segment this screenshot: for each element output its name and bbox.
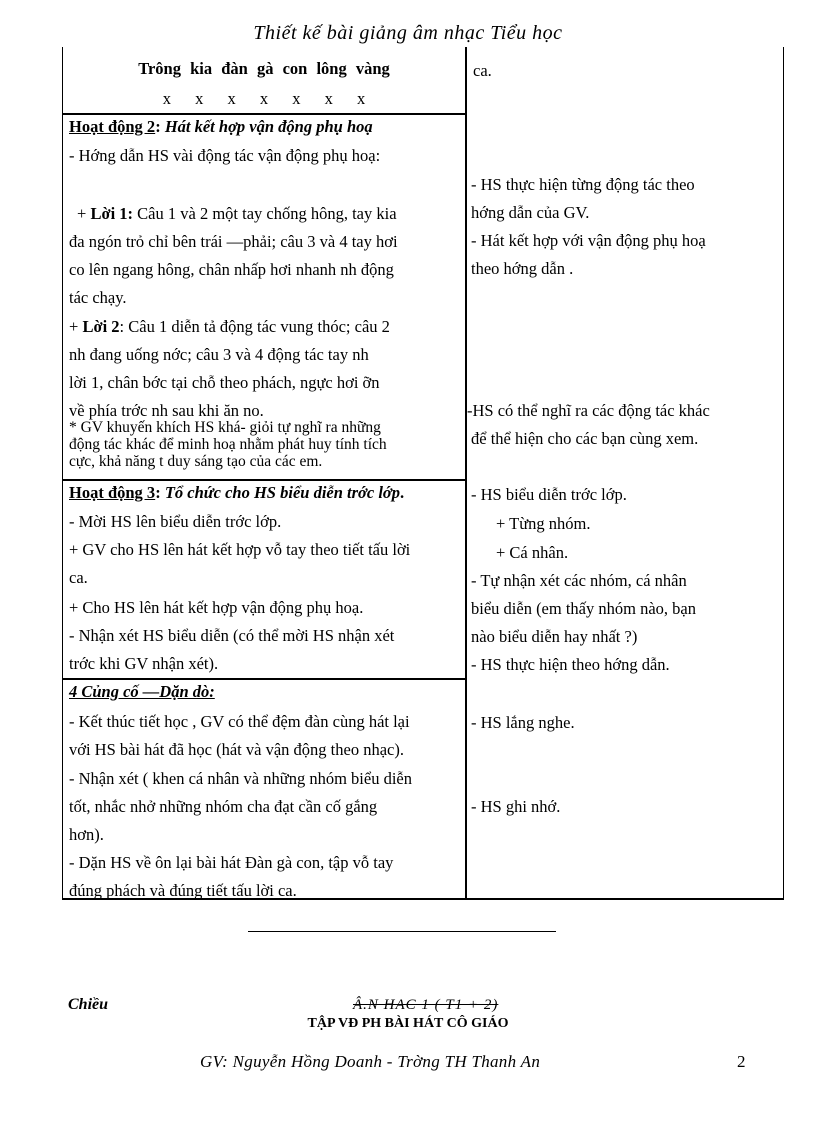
- student-row-15: - HS lắng nghe.: [471, 713, 575, 732]
- verse-2-line-2: nh đang uống nớc; câu 3 và 4 động tác tay nh: [69, 345, 369, 364]
- consolidation-heading: 4 Củng cố —Dặn dò:: [69, 682, 215, 701]
- consolidation-line-6: - Dặn HS về ôn lại bài hát Đàn gà con, tập vỗ tay: [69, 853, 394, 872]
- verse-2-line-3: lời 1, chân bớc tại chỗ theo phách, ngực hơi ỡn: [69, 373, 380, 392]
- afternoon-label: Chiều: [68, 996, 109, 1013]
- verse-1-line-1: + Lời 1: Câu 1 và 2 một tay chống hông, tay kia: [77, 204, 397, 223]
- teacher-note-line-3: cực, khả năng t duy sáng tạo của các em.: [69, 453, 323, 470]
- consolidation-line-4: tốt, nhắc nhở những nhóm cha đạt cần cố gắng: [69, 797, 378, 816]
- row-divider: [63, 479, 465, 481]
- column-divider: [465, 47, 467, 898]
- verse-2-line-1: + Lời 2: Câu 1 diễn tả động tác vung thóc; câu 2: [69, 317, 390, 336]
- song-lyric-line: Trông kia đàn gà con lông vàng: [138, 59, 390, 78]
- student-row-1: ca.: [473, 61, 492, 80]
- student-row-4: - Hát kết hợp với vận động phụ hoạ: [471, 231, 706, 250]
- row-divider: [63, 678, 465, 680]
- lesson-table: [62, 47, 784, 900]
- student-row-16: - HS ghi nhớ.: [471, 797, 561, 816]
- consolidation-line-1: - Kết thúc tiết học , GV có thể đệm đàn cùng hát lại: [69, 712, 410, 731]
- student-row-7: để thể hiện cho các bạn cùng xem.: [471, 429, 699, 448]
- activity-3-line-1: - Mời HS lên biểu diễn trớc lớp.: [69, 512, 282, 531]
- activity-2-heading: Hoạt động 2: Hát kết hợp vận động phụ hoạ: [69, 117, 373, 136]
- activity-3-line-5: - Nhận xét HS biểu diễn (có thể mời HS nhận xét: [69, 626, 395, 645]
- student-row-8: - HS biểu diễn trớc lớp.: [471, 485, 627, 504]
- document-header-title: Thiết kế bài giảng âm nhạc Tiểu học: [253, 22, 563, 44]
- beat-marks: x x x x x x x: [162, 89, 366, 108]
- student-row-2: - HS thực hiện từng động tác theo: [471, 175, 695, 194]
- struck-lesson-title: Â.N HAC 1 ( T1 + 2): [353, 997, 499, 1013]
- activity-3-line-4: + Cho HS lên hát kết hợp vận động phụ hoạ.: [69, 598, 364, 617]
- student-row-6: -HS có thể nghĩ ra các động tác khác: [467, 401, 710, 420]
- activity-2-intro: - Hớng dẫn HS vài động tác vận động phụ hoạ:: [69, 146, 381, 165]
- lesson-subtitle: TẬP VĐ PH BÀI HÁT CÔ GIÁO: [307, 1016, 509, 1031]
- student-row-10: + Cá nhân.: [496, 543, 569, 562]
- activity-3-line-3: ca.: [69, 568, 88, 587]
- activity-3-heading: Hoạt động 3: Tổ chức cho HS biểu diễn trớc lớp.: [69, 483, 405, 502]
- verse-1-line-3: co lên ngang hông, chân nhấp hơi nhanh nh động: [69, 260, 394, 279]
- section-separator: [248, 931, 556, 932]
- student-row-12: biểu diễn (em thấy nhóm nào, bạn: [471, 599, 696, 618]
- activity-3-line-6: trớc khi GV nhận xét).: [69, 654, 219, 673]
- student-row-5: theo hớng dẫn .: [471, 259, 574, 278]
- consolidation-line-3: - Nhận xét ( khen cá nhân và những nhóm biểu diễn: [69, 769, 412, 788]
- teacher-note-line-2: động tác khác để minh hoạ nhằm phát huy tính tích: [69, 436, 387, 453]
- teacher-note-line-1: * GV khuyến khích HS khá- giỏi tự nghĩ ra những: [69, 419, 381, 436]
- page-number: 2: [737, 1052, 746, 1071]
- student-row-13: nào biểu diễn hay nhất ?): [471, 627, 638, 646]
- row-divider: [63, 113, 465, 115]
- consolidation-line-7: đúng phách và đúng tiết tấu lời ca.: [69, 881, 297, 900]
- student-row-3: hớng dẫn của GV.: [471, 203, 590, 222]
- activity-3-line-2: + GV cho HS lên hát kết hợp vỗ tay theo tiết tấu lời: [69, 540, 411, 559]
- consolidation-line-5: hơn).: [69, 825, 104, 844]
- footer-author: GV: Nguyễn Hồng Doanh - Trờng TH Thanh An: [200, 1052, 541, 1071]
- consolidation-line-2: với HS bài hát đã học (hát và vận động theo nhạc).: [69, 740, 404, 759]
- verse-1-line-4: tác chạy.: [69, 288, 127, 307]
- verse-2-line-4: về phía trớc nh sau khi ăn no.: [69, 401, 264, 420]
- student-row-14: - HS thực hiện theo hớng dẫn.: [471, 655, 670, 674]
- student-row-9: + Từng nhóm.: [496, 514, 591, 533]
- student-row-11: - Tự nhận xét các nhóm, cá nhân: [471, 571, 687, 590]
- verse-1-line-2: đa ngón trỏ chỉ bên trái —phải; câu 3 và 4 tay hơi: [69, 232, 398, 251]
